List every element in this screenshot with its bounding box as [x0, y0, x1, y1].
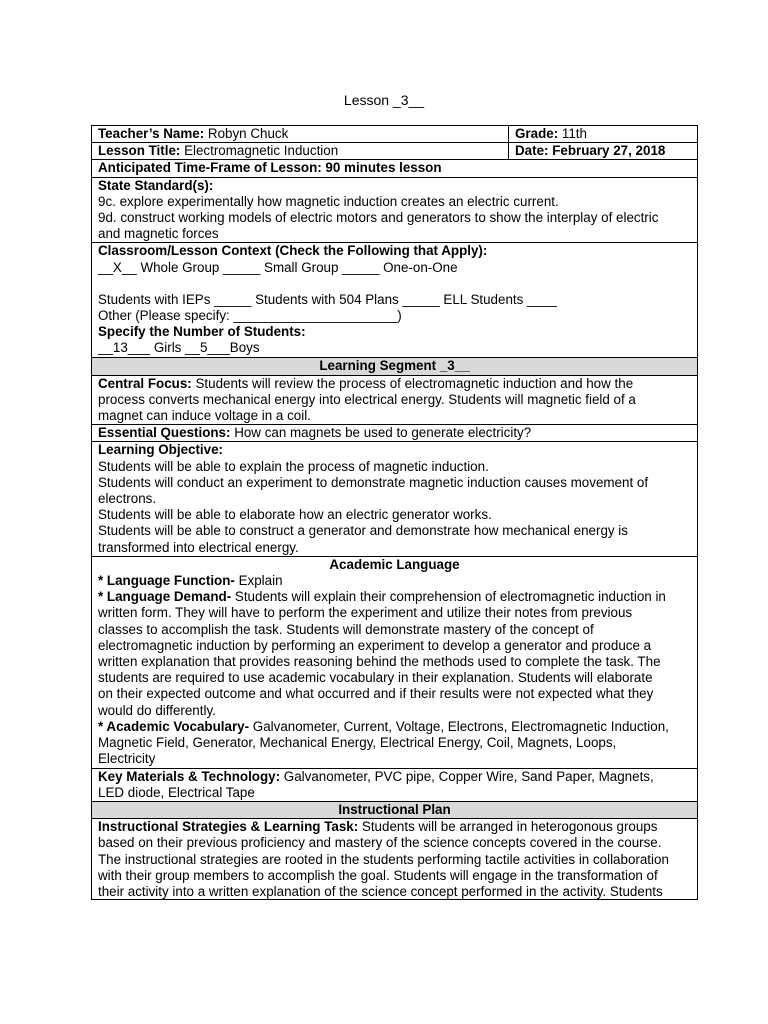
- academic-vocabulary-text: Galvanometer, Current, Voltage, Electrons, Electromagnetic Induction,: [249, 718, 669, 734]
- essential-questions-cell: [92, 425, 698, 442]
- learning-segment-row: [92, 358, 698, 375]
- strategies-text: Students will be arranged in heterogonous groups: [358, 819, 658, 835]
- academic-language-heading: Academic Language: [329, 556, 460, 572]
- context-row: [92, 243, 698, 358]
- strategies-line: based on their previous proficiency and mastery of the science concepts covered in the course.: [98, 835, 662, 851]
- instructional-plan-row: [92, 801, 698, 818]
- language-function-value: Explain: [234, 573, 283, 589]
- strategies-line: with their group members to accomplish the goal. Students will engage in the transformation of: [98, 867, 658, 883]
- essential-questions-text: How can magnets be used to generate electricity?: [230, 425, 532, 441]
- timeframe: Anticipated Time-Frame of Lesson: 90 minutes lesson: [92, 160, 698, 177]
- lesson-title-row: [92, 143, 698, 160]
- student-count: __13___ Girls __5___Boys: [98, 340, 260, 356]
- standard-line: and magnetic forces: [98, 226, 219, 242]
- grade-cell: [509, 126, 698, 143]
- context-heading: Classroom/Lesson Context (Check the Following that Apply):: [98, 243, 488, 259]
- language-demand-text: Students will explain their comprehension of electromagnetic induction in: [231, 589, 666, 605]
- objective-heading: Learning Objective:: [98, 442, 224, 458]
- lesson-title-cell: [92, 143, 509, 160]
- instructional-plan-heading: Instructional Plan: [92, 801, 698, 818]
- objective-row: [92, 442, 698, 556]
- language-demand-line: on their expected outcome and what occurred and if their results were not expected what they: [98, 686, 654, 702]
- language-function-label: * Language Function-: [98, 573, 235, 589]
- context-cell: [92, 243, 698, 358]
- context-groups: __X__ Whole Group _____ Small Group _____ One-on-One: [98, 259, 458, 275]
- lesson-plan-table: [91, 125, 698, 900]
- standards-heading: State Standard(s):: [98, 177, 214, 193]
- standards-row: [92, 177, 698, 243]
- central-focus-line: process converts mechanical energy into electrical energy. Students will magnetic field of a: [98, 391, 636, 407]
- materials-label: Key Materials & Technology:: [98, 768, 281, 784]
- teacher-row: [92, 126, 698, 143]
- central-focus-cell: [92, 375, 698, 425]
- language-demand-line: would do differently.: [98, 702, 216, 718]
- context-other: Other (Please specify: ______________________): [98, 308, 402, 324]
- central-focus-label: Central Focus:: [98, 375, 192, 391]
- context-spacer: [98, 276, 691, 292]
- central-focus-row: [92, 375, 698, 425]
- objective-line: Students will be able to elaborate how an electric generator works.: [98, 507, 492, 523]
- academic-language-cell: [92, 556, 698, 768]
- language-demand-line: electromagnetic induction by performing an experiment to develop a generator and produce a: [98, 637, 652, 653]
- strategies-line: The instructional strategies are rooted in the students performing tactile activities in collaboration: [98, 851, 669, 867]
- academic-vocabulary-line: Magnetic Field, Generator, Mechanical Energy, Electrical Energy, Coil, Magnets, Loops,: [98, 735, 617, 751]
- materials-cell: [92, 768, 698, 801]
- standard-line: 9d. construct working models of electric motors and generators to show the interplay of electric: [98, 210, 659, 226]
- materials-text: Galvanometer, PVC pipe, Copper Wire, Sand Paper, Magnets,: [280, 768, 654, 784]
- objective-line: Students will conduct an experiment to demonstrate magnetic induction causes movement of: [98, 474, 649, 490]
- objective-cell: [92, 442, 698, 556]
- language-demand-line: classes to accomplish the task. Students will demonstrate mastery of the concept of: [98, 621, 594, 637]
- objective-line: Students will be able to construct a generator and demonstrate how mechanical energy is: [98, 523, 628, 539]
- teacher-label: Teacher’s Name:: [98, 126, 205, 141]
- academic-vocabulary-label: * Academic Vocabulary-: [98, 718, 250, 734]
- strategies-text-block: [98, 819, 691, 899]
- timeframe-row: [92, 160, 698, 177]
- central-focus-line: magnet can induce voltage in a coil.: [98, 408, 311, 424]
- date-cell: [509, 143, 698, 160]
- learning-segment-heading: Learning Segment _3__: [92, 358, 698, 375]
- essential-questions-label: Essential Questions:: [98, 425, 231, 441]
- standards-cell: [92, 177, 698, 243]
- materials-row: [92, 768, 698, 801]
- lesson-title-value: Electromagnetic Induction: [180, 143, 339, 159]
- strategies-row: [92, 819, 698, 900]
- context-students: Students with IEPs _____ Students with 504 Plans _____ ELL Students ____: [98, 291, 557, 307]
- objective-line: Students will be able to explain the process of magnetic induction.: [98, 458, 489, 474]
- strategies-line: their activity into a written explanation of the science concept performed in the activity. Students: [98, 883, 663, 899]
- language-demand-label: * Language Demand-: [98, 589, 232, 605]
- grade-label: Grade:: [515, 126, 559, 141]
- standard-line: 9c. explore experimentally how magnetic induction creates an electric current.: [98, 193, 559, 209]
- academic-vocabulary-line: Electricity: [98, 751, 156, 767]
- strategies-cell: [92, 819, 698, 900]
- academic-language-row: [92, 556, 698, 768]
- grade-value: 11th: [558, 126, 587, 141]
- central-focus-text: Students will review the process of electromagnetic induction and how the: [191, 375, 634, 391]
- objective-line: electrons.: [98, 491, 157, 507]
- language-demand-line: students are required to use academic vocabulary in their explanation. Students will elaborate: [98, 670, 653, 686]
- strategies-label: Instructional Strategies & Learning Task:: [98, 819, 359, 835]
- page-title: Lesson _3__: [343, 92, 425, 108]
- teacher-value: Robyn Chuck: [204, 126, 289, 141]
- materials-line: LED diode, Electrical Tape: [98, 784, 255, 800]
- teacher-cell: [92, 126, 509, 143]
- lesson-title-label: Lesson Title:: [98, 143, 181, 159]
- date-label: Date: February 27, 2018: [515, 143, 666, 159]
- objective-line: transformed into electrical energy.: [98, 539, 299, 555]
- language-demand-line: written explanation that provides reasoning behind the methods used to complete the task. The: [98, 654, 661, 670]
- language-demand-line: written form. They will have to perform the experiment and utilize their notes from previous: [98, 605, 633, 621]
- student-count-heading: Specify the Number of Students:: [98, 324, 306, 340]
- essential-questions-row: [92, 425, 698, 442]
